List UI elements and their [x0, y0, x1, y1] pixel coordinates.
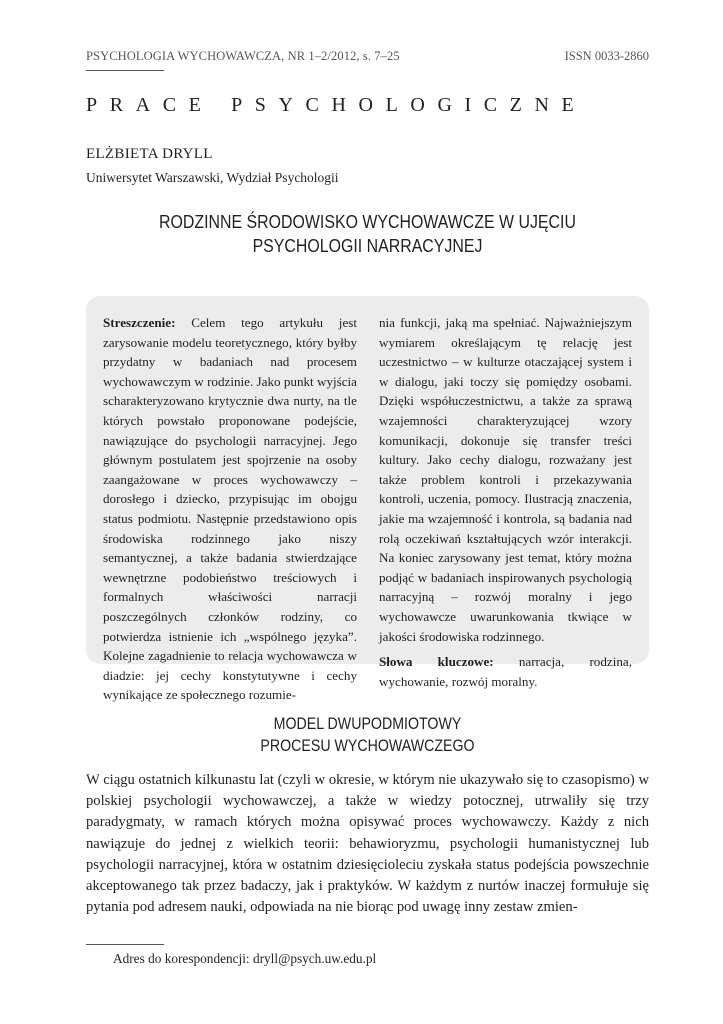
section-label: PRACE PSYCHOLOGICZNE	[86, 94, 587, 116]
abstract-paragraph	[379, 313, 632, 646]
article-title-line: PSYCHOLOGII NARRACYJNEJ	[252, 235, 483, 256]
keywords	[379, 652, 632, 691]
body-text	[86, 770, 649, 918]
section-heading-line: PROCESU WYCHOWAWCZEGO	[260, 737, 475, 755]
footnote-divider	[86, 944, 164, 945]
issn-label: ISSN 0033-2860	[564, 49, 649, 63]
abstract-paragraph	[103, 313, 357, 705]
abstract-label: Streszczenie:	[103, 315, 176, 330]
header-divider	[86, 70, 164, 71]
section-heading	[125, 713, 609, 757]
footnote: Adres do korespondencji: dryll@psych.uw.edu.pl	[113, 951, 377, 966]
keywords-label: Słowa kluczowe:	[379, 654, 494, 670]
body-paragraph: W ciągu ostatnich kilkunastu lat (czyli w okresie, w którym nie ukazywało się to czasopismo) w polskiej psychologii wychowawczej, a także w wiedzy potocznej, utrwaliły się trzy paradygmaty, w ramach których można opisywać proces wychowawczy. Każdy z nich nawiązuje do jednej z wielkich teorii: behawioryzmu, psychologii humanistycznej lub psychologii narracyjnej, która w ostatnim dziesięcioleciu zyskała status podejścia powszechnie akceptowanego tak przez badaczy, jak i praktyków. W każdym z nurtów inaczej formułuje się pytania pod adresem nauki, odpowiada na nie biorąc pod uwagę inny zestaw zmien-	[86, 772, 649, 916]
article-title	[125, 210, 609, 258]
abstract-column-right	[379, 313, 632, 691]
abstract-text-right: nia funkcji, jaką ma spełniać. Najważniejszym wymiarem określającym tę relację jest uczestnictwo – w kulturze otaczającej system i w dialogu, jaki toczy się pomiędzy osobami. Dzięki współuczestnictwu, a także za sprawą wzajemności charakteryzującej wzory komunikacji, dokonuje się transfer treści kultury. Jako cechy dialogu, rozważany jest także problem kontroli i przekazywania kontroli, uczenia, pomocy. Ilustracją znaczenia, jakie ma wzajemność i kontrola, są badania nad rolą oczekiwań kształtujących wzór interakcji. Na koniec zarysowany jest temat, który można podjąć w badaniach inspirowanych psychologią narracyjną – rozwój moralny i jego wychowawcze uwarunkowania tkwiące w jakości środowiska rodzinnego.	[379, 315, 632, 644]
abstract-text-left: Celem tego artykułu jest zarysowanie modelu teoretycznego, który byłby przydatny w badaniach nad procesem wychowawczym w rodzinie. Jako punkt wyjścia scharakteryzowano krytycznie dwa nurty, na tle których powstało proponowane podejście, nawiązujące do psychologii narracyjnej. Jego głównym postulatem jest spojrzenie na osoby zaangażowane w proces wychowawczy – dorosłego i dziecko, przypisując im obojgu status podmiotu. Następnie przedstawiono opis środowiska rodzinnego jako niszy semantycznej, a także badania stwierdzające wewnętrzne podobieństwo treściowych i formalnych właściwości narracji poszczególnych członków rodziny, co potwierdza istnienie ich „wspólnego języka”. Kolejne zagadnienie to relacja wychowawcza w diadzie: jej cechy konstytutywne i cechy wynikające ze społecznego rozumie-	[103, 315, 357, 703]
article-title-line: RODZINNE ŚRODOWISKO WYCHOWAWCZE W UJĘCIU	[159, 211, 576, 232]
journal-header: PSYCHOLOGIA WYCHOWAWCZA, NR 1–2/2012, s. 7–25	[86, 49, 400, 63]
keywords-text: narracja, rodzina, wychowanie, rozwój moralny.	[379, 654, 632, 689]
author-affiliation: Uniwersytet Warszawski, Wydział Psychologii	[86, 170, 339, 185]
author-name: ELŻBIETA DRYLL	[86, 146, 213, 162]
abstract-column-left	[103, 313, 357, 705]
section-heading-line: MODEL DWUPODMIOTOWY	[273, 715, 462, 733]
